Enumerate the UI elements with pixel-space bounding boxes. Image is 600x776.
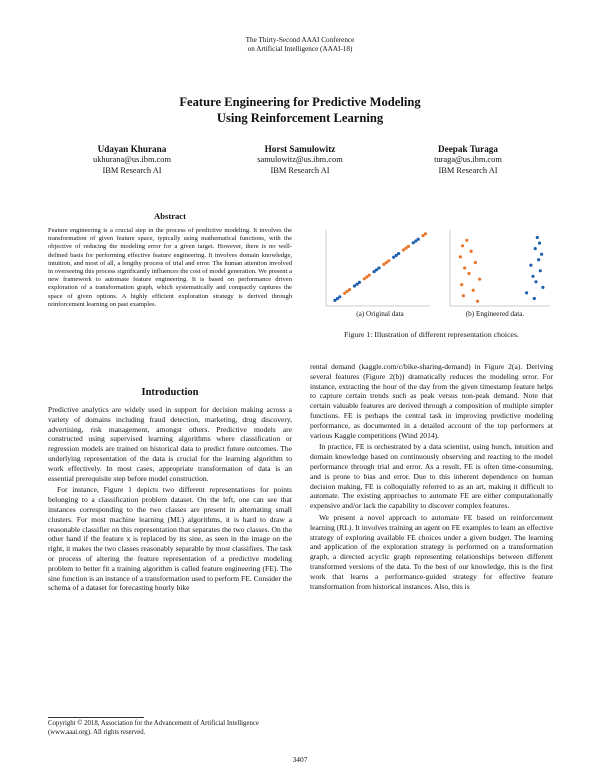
right-column-body: [310, 362, 553, 593]
paragraph: rental demand (kaggle.com/c/bike-sharing-demand) in Figure 2(a). Deriving several features (Figure 2(b)) dramatically reduces the modeling error. For instance, extracting the hour of the day from the given timestamp feature helps to capture certain trends such as peak versus non-peak demand. Note that certain valuable features are derived through a composition of multiple simpler functions. FE is perhaps the central task in improving predictive modeling performance, as documented in a detailed account of the top performers at various Kaggle competitions (Wind 2014).: [310, 362, 553, 440]
data-point: [461, 244, 464, 247]
subcaption-a: (a) Original data: [356, 310, 404, 318]
author-block: [220, 144, 380, 176]
paragraph: In practice, FE is orchestrated by a data scientist, using hunch, intuition and domain knowledge based on continuously observing and reacting to the model performance through trial and error. As a result, FE is often time-consuming, and is prone to bias and error. Due to this inherent dependence on human decision making, FE is colloquially referred to as an art, making it difficult to automate. The existing approaches to automate FE are either computationally expensive and/or lack the capability to discover complex features.: [310, 442, 553, 511]
data-point: [358, 281, 361, 284]
data-point: [474, 261, 477, 264]
data-point: [377, 266, 380, 269]
author-email: turaga@us.ibm.com: [434, 154, 502, 164]
page-number: 3407: [292, 755, 308, 764]
author-block: [388, 144, 548, 176]
data-point: [538, 242, 541, 245]
data-point: [472, 289, 475, 292]
author-name: Horst Samulowitz: [264, 144, 336, 154]
paragraph: Predictive analytics are widely used in support for decision making across a variety of domains including fraud detection, marketing, drug discovery, advertising, risk management, amongst others. Predictive models are constructed using supervised learning algorithms where classification or regression models are trained on historical data to predict future outcomes. The underlying representation of the data is crucial for the learning algorithm to work effectively. In most cases, appropriate transformation of data is an essential prerequisite step before model construction.: [48, 405, 292, 483]
data-point: [537, 258, 540, 261]
subfigure-a: [326, 230, 430, 306]
data-point: [407, 245, 410, 248]
paragraph: We present a novel approach to automate FE based on reinforcement learning (RL). It involves training an agent on FE examples to learn an effective strategy of exploring available FE choices under a given budget. The learning and application of the exploration strategy is performed on a transformation graph, a directed acyclic graph representing relationships between different transformed versions of the data. To the best of our knowledge, this is the first work that learns a performance-guided strategy for effective feature transformation from historical instances. Also, this is: [310, 512, 553, 591]
data-point: [531, 275, 534, 278]
data-point: [462, 294, 465, 297]
plot-a-points: [333, 232, 427, 302]
data-point: [529, 264, 532, 267]
subfigure-b: [450, 230, 550, 306]
abstract-text: Feature engineering is a crucial step in the process of predictive modeling. It involves the transformation of given feature space, typically using mathematical functions, with the objective of reducing the modeling error for a given target. However, there is no well-defined basis for performing effective feature engineering. It involves domain knowledge, intuition, and most of all, a lengthy process of trial and error. The human attention involved in overseeing this process significantly influences the cost of model generation. We present a new framework to automate feature engineering. It is based on performance driven exploration of a transformation graph, which systematically and compactly captures the space of given options. A highly efficient exploration strategy is derived through reinforcement learning on past examples.: [48, 227, 292, 308]
data-point: [525, 291, 528, 294]
data-point: [534, 247, 537, 250]
left-column-body: [48, 405, 292, 595]
data-point: [541, 286, 544, 289]
author-block: [52, 144, 212, 176]
venue-line-2: on Artificial Intelligence (AAAI-18): [247, 45, 353, 53]
author-email: samulowitz@us.ibm.com: [257, 154, 343, 164]
data-point: [536, 236, 539, 239]
data-point: [460, 283, 463, 286]
abstract-heading: Abstract: [154, 211, 186, 221]
data-point: [368, 274, 371, 277]
data-point: [465, 239, 468, 242]
introduction-heading: Introduction: [141, 387, 199, 398]
author-affiliation: IBM Research AI: [270, 165, 330, 175]
data-point: [348, 288, 351, 291]
author-affiliation: IBM Research AI: [438, 165, 498, 175]
title-line-1: Feature Engineering for Predictive Modeling: [179, 95, 421, 109]
data-point: [417, 238, 420, 241]
paragraph: For instance, Figure 1 depicts two different representations for points belonging to a classification problem dataset. On the left, one can see that instances corresponding to the two classes are present in alternating small clusters. For most machine learning (ML) algorithms, it is hard to draw a reasonable classifier on this representation that separates the two classes. On the other hand if the feature x is replaced by its sine, as seen in the image on the right, it makes the two classes reasonably separable by most classifiers. The task or process of altering the feature representation of a predictive modeling problem to better fit a training algorithm is called feature engineering (FE). The sine function is an instance of a transformation used to perform FE. Consider the schema of a dataset for forecasting hourly bike: [48, 485, 292, 593]
data-point: [387, 259, 390, 262]
data-point: [397, 252, 400, 255]
venue-line-1: The Thirty-Second AAAI Conference: [245, 36, 355, 44]
data-point: [424, 232, 427, 235]
title-line-2: Using Reinforcement Learning: [216, 111, 384, 125]
author-email: ukhurana@us.ibm.com: [93, 154, 171, 164]
author-name: Udayan Khurana: [97, 144, 167, 154]
data-point: [459, 255, 462, 258]
data-point: [338, 295, 341, 298]
data-point: [470, 250, 473, 253]
author-affiliation: IBM Research AI: [102, 165, 162, 175]
data-point: [539, 269, 542, 272]
plot-b-points: [459, 236, 545, 303]
data-point: [467, 272, 470, 275]
figure-caption: Figure 1: Illustration of different representation choices.: [343, 330, 519, 339]
copyright-notice: Copyright © 2018, Association for the Advancement of Artificial Intelligence (www.aaai.org). All rights reserved.: [48, 720, 259, 736]
venue-header: [0, 36, 600, 54]
data-point: [476, 300, 479, 303]
footnote-rule: [48, 717, 144, 718]
author-name: Deepak Turaga: [438, 144, 498, 154]
data-point: [534, 280, 537, 283]
subcaption-b: (b) Engineered data.: [465, 310, 525, 318]
paper-title: [0, 94, 600, 126]
data-point: [533, 297, 536, 300]
figure-1: [312, 226, 552, 316]
data-point: [478, 278, 481, 281]
data-point: [540, 253, 543, 256]
data-point: [463, 266, 466, 269]
